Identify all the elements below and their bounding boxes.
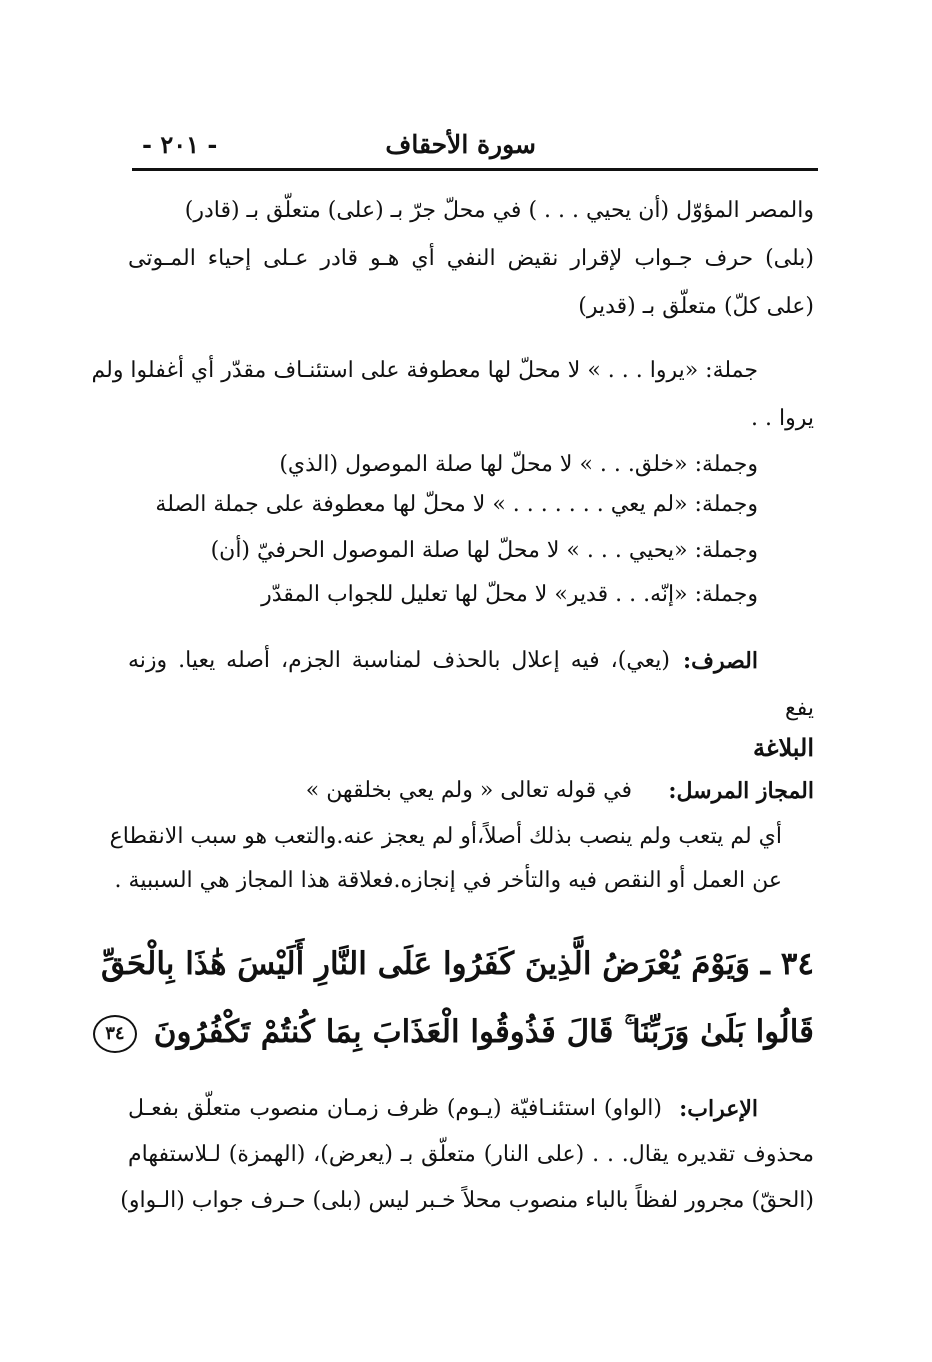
text-line: وجملة: «خلق. . . » لا محلّ لها صلة الموصول (الذي) — [279, 452, 758, 477]
text-line: وجملة: «لم يعي . . . . . . . » لا محلّ لها معطوفة على جملة الصلة — [155, 492, 758, 517]
quran-verse-line-2 — [93, 1010, 814, 1054]
text-line: وجملة: «إنّه. . . قدير» لا محلّ لها تعليل للجواب المقدّر — [261, 582, 758, 607]
text-line: عن العمل أو النقص فيه والتأخر في إنجازه.فعلاقة هذا المجاز هي السببية . — [114, 868, 782, 893]
text-line: وجملة: «يحيي . . . » لا محلّ لها صلة الموصول الحرفيّ (أن) — [210, 538, 758, 563]
text-line: أي لم يتعب ولم ينصب بذلك أصلاً،أو لم يعجز عنه.والتعب هو سبب الانقطاع — [109, 824, 782, 849]
sarf-label: الصرف: — [683, 648, 758, 674]
header-divider — [132, 168, 818, 171]
irab-label: الإعراب: — [679, 1096, 758, 1122]
text-line: يروا . . — [751, 406, 814, 431]
text-line: في قوله تعالى « ولم يعي بخلقهن » — [305, 778, 632, 803]
ayah-number-mark: ٣٤ — [93, 1015, 137, 1053]
quran-verse-text: قَالُوا بَلَىٰ وَرَبِّنَا ۚ قَالَ فَذُوقُوا الْعَذَابَ بِمَا كُنتُمْ تَكْفُرُونَ — [153, 1014, 814, 1050]
majaz-label: المجاز المرسل: — [668, 778, 814, 804]
section-heading: البلاغة — [753, 733, 814, 762]
quran-verse-line: ٣٤ ـ وَيَوْمَ يُعْرَضُ الَّذِينَ كَفَرُوا عَلَى النَّارِ أَلَيْسَ هَٰذَا بِالْحَقِّ — [101, 946, 814, 982]
text-line: والمصر المؤوّل (أن يحيي . . . ) في محلّ جرّ بـ (على) متعلّق بـ (قادر) — [184, 198, 814, 223]
text-line: (يعي)، فيه إعلال بالحذف لمناسبة الجزم، أصله يعيا. وزنه — [128, 648, 670, 673]
text-line: (الواو) استئنـافيّة (يـوم) ظرف زمـان منصوب متعلّق بفعـل — [128, 1096, 662, 1121]
text-line: محذوف تقديره يقال. . . (على النار) متعلّق بـ (يعرض)، (الهمزة) لـلاستفهام — [128, 1142, 814, 1167]
text-line: (على كلّ) متعلّق بـ (قدير) — [578, 294, 814, 319]
text-line: جملة: «يروا . . . » لا محلّ لها معطوفة على استئنـاف مقدّر أي أغفلوا ولم — [91, 358, 758, 383]
page-header — [132, 128, 818, 168]
page-number: - ٢٠١ - — [142, 130, 218, 159]
text-line: (الحقّ) مجرور لفظاً بالباء منصوب محلاً خـبر ليس (بلى) حـرف جواب (الـواو) — [120, 1188, 814, 1213]
text-line: يفع — [785, 696, 814, 721]
surah-title: سورة الأحقاف — [385, 130, 536, 159]
text-line: (بلى) حرف جـواب لإقرار نقيض النفي أي هـو قادر عـلى إحياء المـوتى — [128, 246, 814, 271]
